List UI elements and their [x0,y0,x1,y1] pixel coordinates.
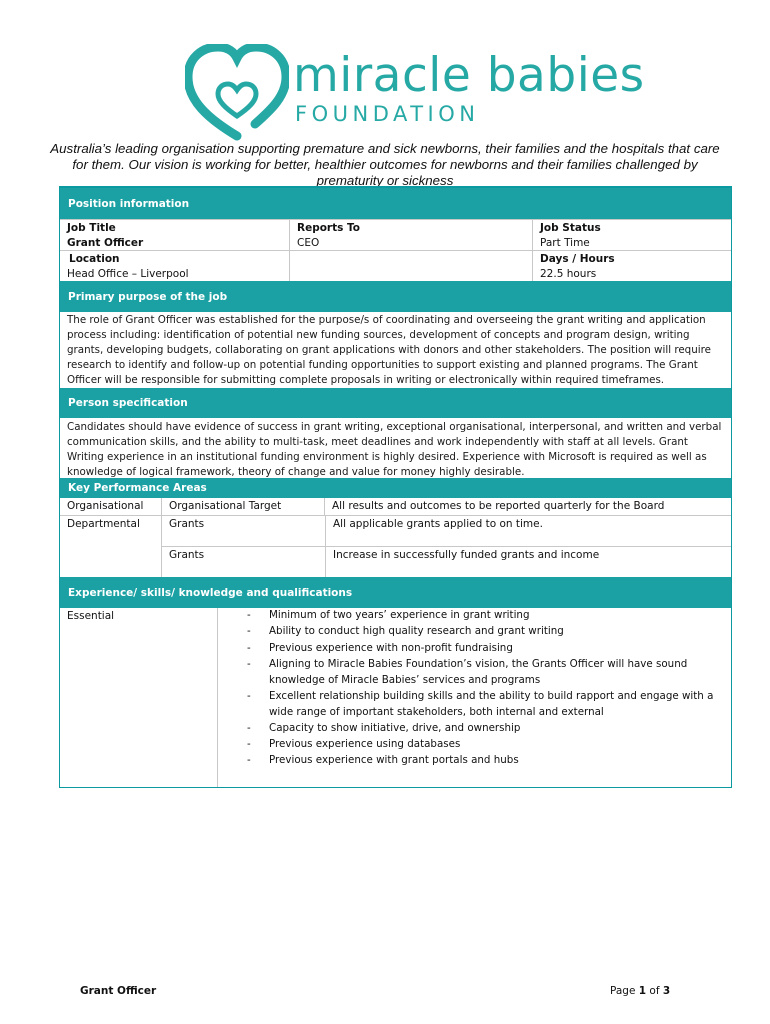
list-item: - Excellent relationship building skills and the ability to build rapport and engage with a wide range of important stakeholders, both internal and external [247,689,723,720]
reports-to-cell [289,220,532,250]
experience-heading: Experience/ skills/ knowledge and qualifications [68,586,353,599]
kpa-heading: Key Performance Areas [68,482,207,494]
position-description-table [59,186,732,788]
position-row-1 [60,219,731,250]
empty-cell [289,251,532,281]
kpa-row [162,516,731,546]
kpa-row [162,546,731,577]
location-cell [60,251,289,281]
location-value: Head Office – Liverpool [67,268,189,280]
person-spec-heading: Person specification [68,397,188,409]
page-total: 3 [662,985,671,997]
heart-logo-icon [185,44,289,142]
tagline: Australia’s leading organisation supporting premature and sick newborns, their families and the hospitals that care for them. Our vision is working for better, healthier outcomes for newborns and their families challenged by prematurity or sickness [50,141,720,188]
page-of: of [649,985,660,997]
org-name: miracle babies [293,48,645,103]
list-item: - Previous experience using databases [247,737,723,753]
list-item: - Previous experience with grant portals and hubs [247,753,723,769]
reports-to-label: Reports To [297,222,361,234]
list-item: - Previous experience with non-profit fundraising [247,641,723,657]
page-current: 1 [638,985,647,997]
person-spec-text: Candidates should have evidence of success in grant writing, exceptional organisational, interpersonal, and written and verbal communication skills, and the ability to multi-task, meet deadlines and work independently with staff at all levels. Grant Writing experience in an institutional funding environment is highly desired. Experience with Microsoft is required as well as knowledge of logical framework, theory of change and value for money highly desirable. [67,421,722,478]
job-title-cell [60,220,289,250]
experience-row [60,608,731,787]
primary-purpose-text: The role of Grant Officer was established for the purpose/s of coordinating and overseeing the grant writing and application process including: identification of potential new funding sources, development of concepts and program design, writing grants, developing budgets, collaborating on grant applications with donors and other stakeholders. The position will require research to identify and follow-up on potential funding opportunities to support existing and planned programs. The Grant Officer will be responsible for submitting complete proposals in writing or electronically within required timeframes. [67,314,711,387]
kpa-area-cell: Organisational [67,500,144,512]
days-hours-value: 22.5 hours [540,268,597,280]
kpa-target-cell: Grants [169,518,205,530]
org-subname: FOUNDATION [295,102,480,126]
days-hours-cell [532,251,731,281]
primary-purpose-heading: Primary purpose of the job [68,290,228,303]
footer-title: Grant Officer [80,985,157,997]
list-item: - Minimum of two years’ experience in grant writing [247,608,723,624]
page-prefix: Page [610,985,636,997]
reports-to-value: CEO [297,237,320,249]
kpa-header [60,478,731,498]
kpa-description-cell: All applicable grants applied to on time. [325,516,731,546]
location-label: Location [69,253,120,265]
list-item: - Aligning to Miracle Babies Foundation’s vision, the Grants Officer will have sound knowledge of Miracle Babies’ services and programs [247,657,723,688]
job-title-value: Grant Officer [67,237,144,249]
job-status-value: Part Time [540,237,590,249]
kpa-target-cell: Organisational Target [161,498,324,515]
list-item: - Capacity to show initiative, drive, and ownership [247,721,723,737]
job-title-label: Job Title [67,222,116,234]
days-hours-label: Days / Hours [540,253,615,265]
kpa-target-cell: Grants [169,549,205,561]
position-info-header [60,188,731,219]
footer-page-number [610,985,670,997]
job-status-label: Job Status [540,222,601,234]
kpa-departmental-group [60,515,731,577]
essential-list-cell [217,608,731,787]
essential-label: Essential [67,610,115,622]
essential-list [247,608,723,769]
person-spec-header [60,388,731,418]
kpa-row [60,498,731,515]
kpa-subrows [161,516,731,577]
list-item: - Ability to conduct high quality research and grant writing [247,624,723,640]
primary-purpose-header [60,281,731,312]
kpa-description-cell: Increase in successfully funded grants and income [325,547,731,577]
job-status-cell [532,220,731,250]
position-row-2 [60,250,731,281]
kpa-description-cell: All results and outcomes to be reported quarterly for the Board [324,498,731,515]
kpa-area-cell: Departmental [67,518,140,530]
org-logo [185,44,645,144]
experience-header [60,577,731,608]
position-info-heading: Position information [68,197,190,210]
